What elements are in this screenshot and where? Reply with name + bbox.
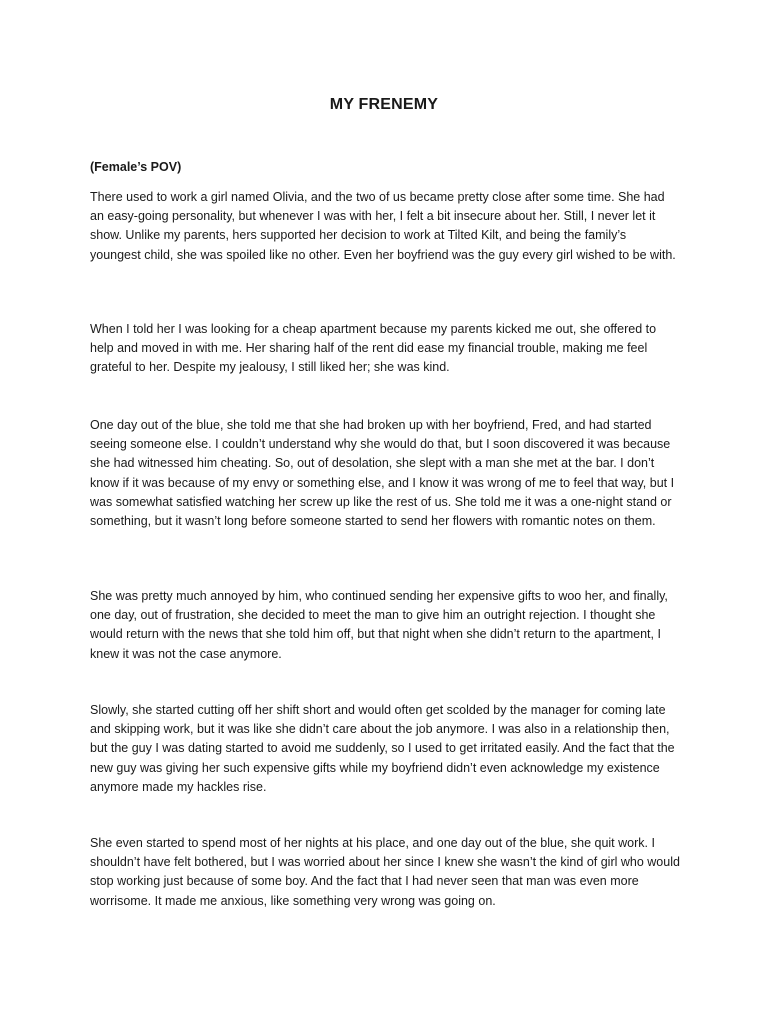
paragraph-3: One day out of the blue, she told me that she had broken up with her boyfriend, Fred, and had started seeing someone else. I couldn’t understand why she would do that, but I soon discovered it was because she had witnessed him cheating. So, out of desolation, she slept with a man she met at the bar. I don’t know if it was because of my envy or something else, and I know it was wrong of me to feel that way, but I was somewhat satisfied watching her screw up like the rest of us. She told me it was a one-night stand or something, but it wasn’t long before someone started to send her flowers with romantic notes on them. (90, 418, 675, 529)
document-title: MY FRENEMY (329, 96, 439, 113)
document-subtitle: (Female’s POV) (90, 160, 182, 174)
paragraph-4: She was pretty much annoyed by him, who continued sending her expensive gifts to woo her, and finally, one day, out of frustration, she decided to meet the man to give him an outright rejection. I thought she would return with the news that she told him off, but that night when she didn’t return to the apartment, I knew it was not the case anymore. (90, 589, 668, 661)
paragraph-6: She even started to spend most of her nights at his place, and one day out of the blue, she quit work. I shouldn’t have felt bothered, but I was worried about her since I knew she wasn’t the kind of girl who would stop working just because of some boy. And the fact that I had never seen that man was even more worrisome. It made me anxious, like something very wrong was going on. (90, 836, 680, 908)
paragraph-5: Slowly, she started cutting off her shift short and would often get scolded by the manager for coming late and skipping work, but it was like she didn’t care about the job anymore. I was also in a relationship then, but the guy I was dating started to avoid me suddenly, so I used to get irritated easily. And the fact that the new guy was giving her such expensive gifts while my boyfriend didn’t even acknowledge my existence anymore made my hackles rise. (90, 703, 675, 794)
paragraph-2: When I told her I was looking for a cheap apartment because my parents kicked me out, she offered to help and moved in with me. Her sharing half of the rent did ease my financial trouble, making me feel grateful to her. Despite my jealousy, I still liked her; she was kind. (90, 322, 657, 375)
paragraph-1: There used to work a girl named Olivia, and the two of us became pretty close after some time. She had an easy-going personality, but whenever I was with her, I felt a bit insecure about her. Still, I never let it show. Unlike my parents, hers supported her decision to work at Tilted Kilt, and being the family’s youngest child, she was spoiled like no other. Even her boyfriend was the guy every girl wished to be with. (90, 190, 676, 262)
